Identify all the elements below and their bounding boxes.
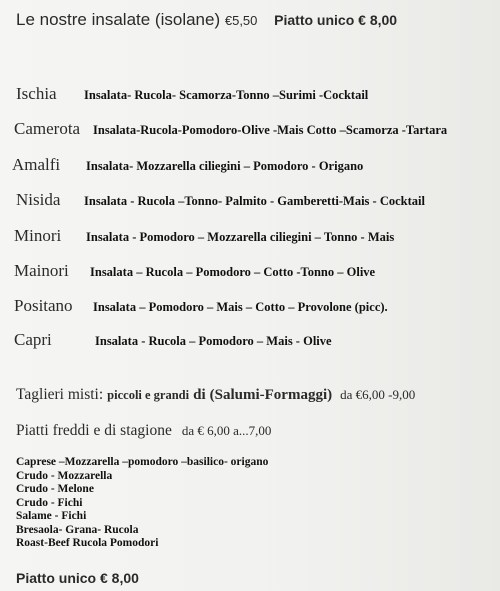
salad-ingredients: Insalata – Rucola – Pomodoro – Cotto -Tonno – Olive [90,265,376,279]
title-text: Le nostre insalate (isolane) [16,10,221,29]
list-item: Crudo - Fichi [16,496,83,509]
piatti-freddi-price: da € 6,00 a...7,00 [181,423,272,438]
taglieri-di: di [193,387,206,403]
salad-name: Capri [14,330,52,349]
list-item: Bresaola- Grana- Rucola [16,523,139,536]
piatti-freddi-list [16,456,268,551]
list-item: Crudo - Melone [16,483,94,495]
salad-name: Amalfi [12,155,61,174]
salad-name: Mainori [14,261,69,280]
salad-ingredients: Insalata- Rucola- Scamorza-Tonno –Surimi -Cocktail [84,88,369,102]
title-unico-price: Piatto unico € 8,00 [274,12,398,28]
piatti-freddi-section [16,422,271,440]
taglieri-price: da €6,00 -9,00 [340,387,416,402]
piatti-freddi-label: Piatti freddi e di stagione [16,422,172,439]
salad-name: Minori [14,226,62,245]
taglieri-label: Taglieri misti: [16,386,104,403]
salad-name: Ischia [16,84,57,103]
taglieri-section [16,386,415,404]
salad-ingredients: Insalata – Pomodoro – Mais – Cotto – Provolone (picc). [93,300,388,314]
salad-ingredients: Insalata - Rucola – Pomodoro – Mais - Olive [95,334,332,348]
taglieri-items: (Salumi-Formaggi) [209,387,333,403]
list-item: Salame - Fichi [16,510,87,522]
menu-title [16,10,397,30]
salad-name: Nisida [16,190,61,209]
salad-ingredients: Insalata - Rucola –Tonno- Palmito - Gamberetti-Mais - Cocktail [84,194,425,208]
footer-unico-price: Piatto unico € 8,00 [16,570,139,586]
taglieri-desc: piccoli e grandi [107,388,190,402]
list-item: Crudo - Mozzarella [16,469,113,482]
salad-ingredients: Insalata- Mozzarella ciliegini – Pomodoro - Origano [86,159,364,173]
salad-ingredients: Insalata - Pomodoro – Mozzarella ciliegini – Tonno - Mais [86,230,395,244]
salad-name: Camerota [14,119,81,138]
title-price: €5,50 [224,13,258,28]
salad-name: Positano [14,296,73,315]
list-item: Roast-Beef Rucola Pomodori [16,537,159,549]
list-item: Caprese –Mozzarella –pomodoro –basilico- origano [16,456,269,468]
salad-ingredients: Insalata-Rucola-Pomodoro-Olive -Mais Cotto –Scamorza -Tartara [93,123,448,137]
